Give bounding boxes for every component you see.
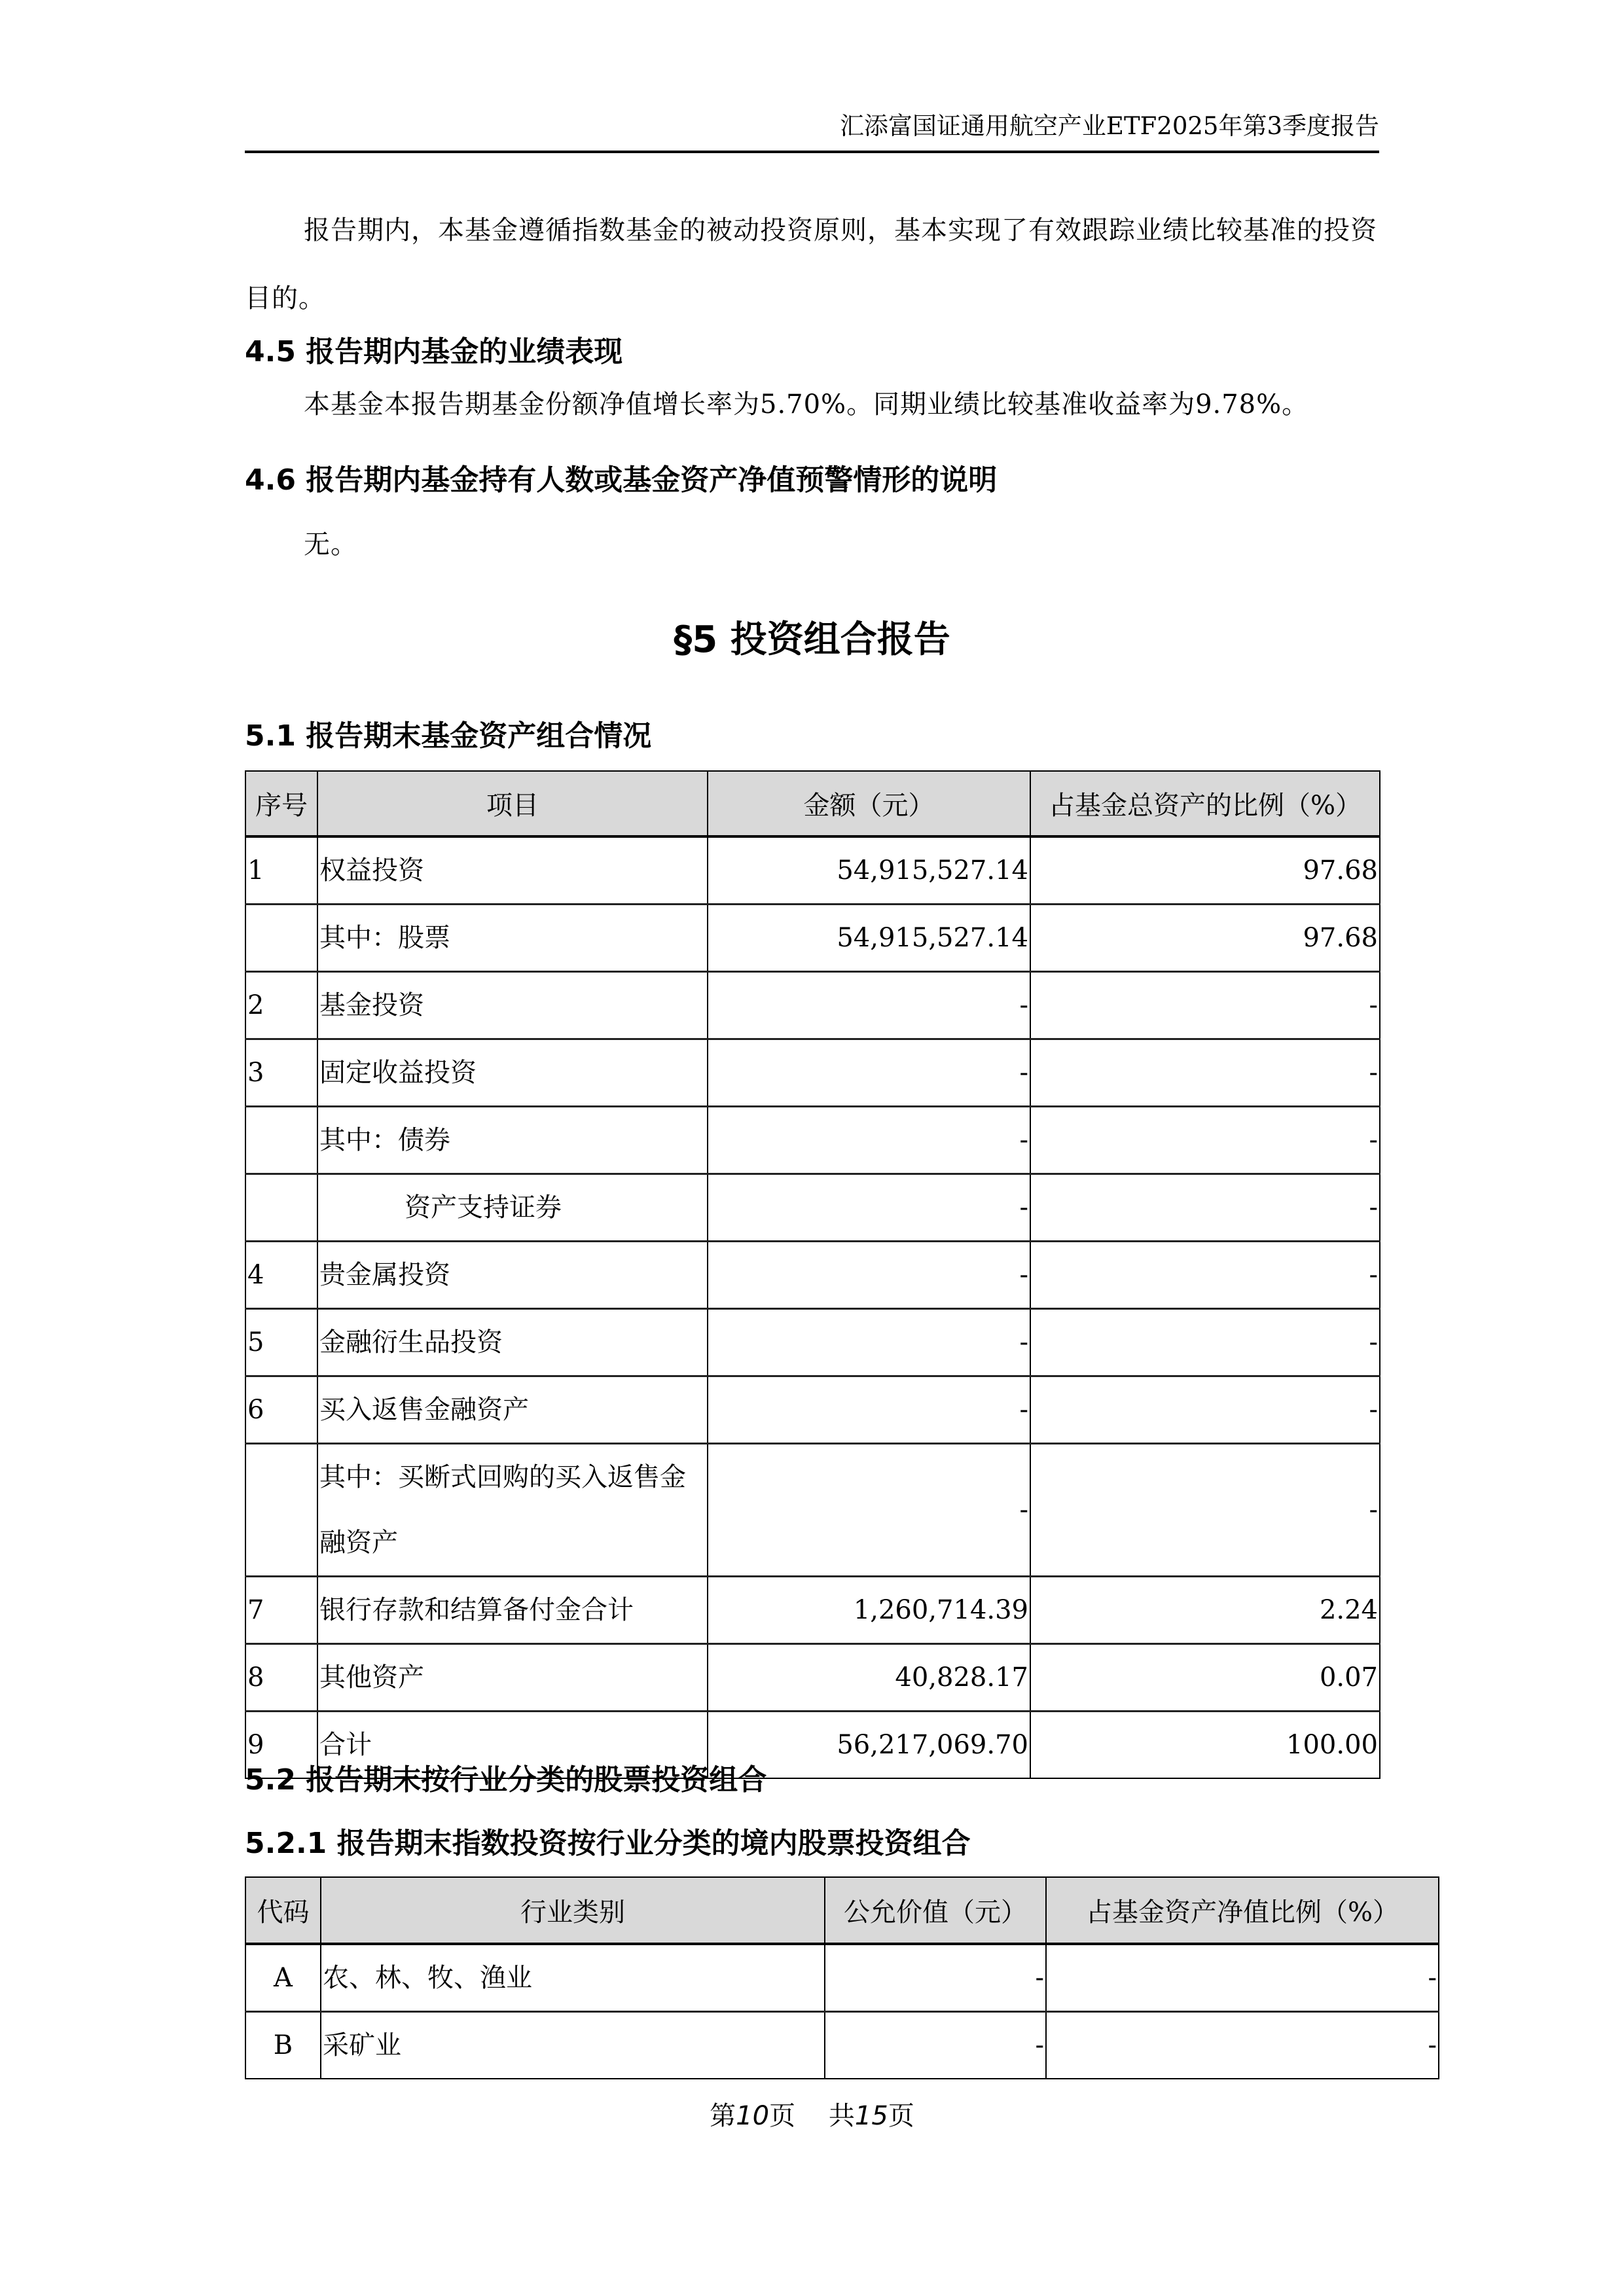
- row-item: 银行存款和结算备付金合计: [317, 1577, 708, 1644]
- table-row: [245, 836, 1380, 905]
- row-amount: 40,828.17: [708, 1644, 1030, 1712]
- industry-allocation-table: [245, 1876, 1439, 2079]
- row-seq: 2: [245, 972, 317, 1039]
- row-fair-value: -: [825, 1944, 1046, 2012]
- footer-page-suffix: 页: [769, 2101, 796, 2131]
- row-item: 其中：买断式回购的买入返售金融资产: [317, 1444, 708, 1577]
- section-4-5-heading: 4.5 报告期内基金的业绩表现: [245, 335, 623, 368]
- table-row: [245, 1944, 1439, 2012]
- row-item: 买入返售金融资产: [317, 1376, 708, 1444]
- column-header-item: 项目: [317, 771, 708, 836]
- table-row: [245, 1577, 1380, 1644]
- table-header-row: [245, 771, 1380, 836]
- section-5-2-heading: 5.2 报告期末按行业分类的股票投资组合: [245, 1763, 767, 1797]
- row-ratio: -: [1030, 1174, 1380, 1242]
- row-amount: 56,217,069.70: [708, 1712, 1030, 1779]
- page-footer: [0, 2100, 1624, 2132]
- table-row: [245, 1376, 1380, 1444]
- row-seq: 3: [245, 1039, 317, 1107]
- row-seq: 7: [245, 1577, 317, 1644]
- column-header-industry: 行业类别: [321, 1877, 825, 1944]
- table-row: [245, 1107, 1380, 1174]
- row-item: 贵金属投资: [317, 1242, 708, 1309]
- running-header-title: 汇添富国证通用航空产业ETF2025年第3季度报告: [839, 112, 1379, 140]
- row-ratio: 2.24: [1030, 1577, 1380, 1644]
- row-ratio: -: [1030, 1444, 1380, 1577]
- chapter-5-title: §5 投资组合报告: [674, 619, 950, 661]
- column-header-seq: 序号: [245, 771, 317, 836]
- column-header-ratio: 占基金总资产的比例（%）: [1030, 771, 1380, 836]
- table-row: [245, 1644, 1380, 1712]
- row-industry: 采矿业: [321, 2012, 825, 2079]
- page-number: 10: [736, 2101, 770, 2131]
- row-item: 其他资产: [317, 1644, 708, 1712]
- column-header-code: 代码: [245, 1877, 321, 1944]
- row-ratio: 97.68: [1030, 905, 1380, 972]
- row-seq: [245, 1444, 317, 1577]
- row-seq: 4: [245, 1242, 317, 1309]
- row-amount: 54,915,527.14: [708, 905, 1030, 972]
- row-nav-ratio: -: [1046, 2012, 1439, 2079]
- row-item: 金融衍生品投资: [317, 1309, 708, 1376]
- row-nav-ratio: -: [1046, 1944, 1439, 2012]
- total-pages: 15: [854, 2101, 888, 2131]
- table-row: [245, 1444, 1380, 1577]
- row-ratio: 97.68: [1030, 836, 1380, 905]
- section-4-5-body: 本基金本报告期基金份额净值增长率为5.70%。同期业绩比较基准收益率为9.78%。: [304, 389, 1309, 420]
- row-item: 合计: [317, 1712, 708, 1779]
- footer-prefix: 第: [710, 2101, 736, 2131]
- row-amount: -: [708, 1174, 1030, 1242]
- row-amount: 54,915,527.14: [708, 836, 1030, 905]
- row-seq: 9: [245, 1712, 317, 1779]
- column-header-amount: 金额（元）: [708, 771, 1030, 836]
- asset-allocation-table: [245, 770, 1380, 1779]
- row-seq: 8: [245, 1644, 317, 1712]
- row-code: A: [245, 1944, 321, 2012]
- row-item: 其中：股票: [317, 905, 708, 972]
- row-ratio: -: [1030, 1039, 1380, 1107]
- row-ratio: -: [1030, 1309, 1380, 1376]
- row-item: 其中：债券: [317, 1107, 708, 1174]
- row-amount: -: [708, 1376, 1030, 1444]
- row-ratio: -: [1030, 972, 1380, 1039]
- table-row: [245, 1039, 1380, 1107]
- row-item: 权益投资: [317, 836, 708, 905]
- row-amount: -: [708, 972, 1030, 1039]
- row-amount: -: [708, 1444, 1030, 1577]
- row-amount: -: [708, 1309, 1030, 1376]
- row-seq: [245, 905, 317, 972]
- section-5-1-heading: 5.1 报告期末基金资产组合情况: [245, 719, 652, 753]
- row-item: 固定收益投资: [317, 1039, 708, 1107]
- row-seq: [245, 1174, 317, 1242]
- section-4-6-heading: 4.6 报告期内基金持有人数或基金资产净值预警情形的说明: [245, 463, 998, 497]
- intro-paragraph: 报告期内，本基金遵循指数基金的被动投资原则，基本实现了有效跟踪业绩比较基准的投资目的。: [245, 215, 1377, 314]
- row-ratio: -: [1030, 1242, 1380, 1309]
- row-amount: -: [708, 1107, 1030, 1174]
- row-item: 基金投资: [317, 972, 708, 1039]
- row-industry: 农、林、牧、渔业: [321, 1944, 825, 2012]
- table-row: [245, 2012, 1439, 2079]
- section-4-6-body: 无。: [304, 529, 357, 560]
- footer-total-prefix: 共: [828, 2101, 855, 2131]
- row-code: B: [245, 2012, 321, 2079]
- table-row: [245, 1174, 1380, 1242]
- row-ratio: 0.07: [1030, 1644, 1380, 1712]
- row-seq: 1: [245, 836, 317, 905]
- row-amount: 1,260,714.39: [708, 1577, 1030, 1644]
- row-amount: -: [708, 1039, 1030, 1107]
- row-seq: 5: [245, 1309, 317, 1376]
- row-ratio: -: [1030, 1376, 1380, 1444]
- row-fair-value: -: [825, 2012, 1046, 2079]
- table-row: [245, 1242, 1380, 1309]
- running-header: [245, 110, 1379, 153]
- row-item: 资产支持证券: [317, 1174, 708, 1242]
- table-row: [245, 972, 1380, 1039]
- footer-total-suffix: 页: [888, 2101, 914, 2131]
- row-ratio: 100.00: [1030, 1712, 1380, 1779]
- column-header-nav-ratio: 占基金资产净值比例（%）: [1046, 1877, 1439, 1944]
- row-seq: [245, 1107, 317, 1174]
- table-header-row: [245, 1877, 1439, 1944]
- table-row: [245, 1309, 1380, 1376]
- section-5-2-1-heading: 5.2.1 报告期末指数投资按行业分类的境内股票投资组合: [245, 1827, 971, 1860]
- table-row: [245, 905, 1380, 972]
- row-ratio: -: [1030, 1107, 1380, 1174]
- row-seq: 6: [245, 1376, 317, 1444]
- row-amount: -: [708, 1242, 1030, 1309]
- column-header-fair-value: 公允价值（元）: [825, 1877, 1046, 1944]
